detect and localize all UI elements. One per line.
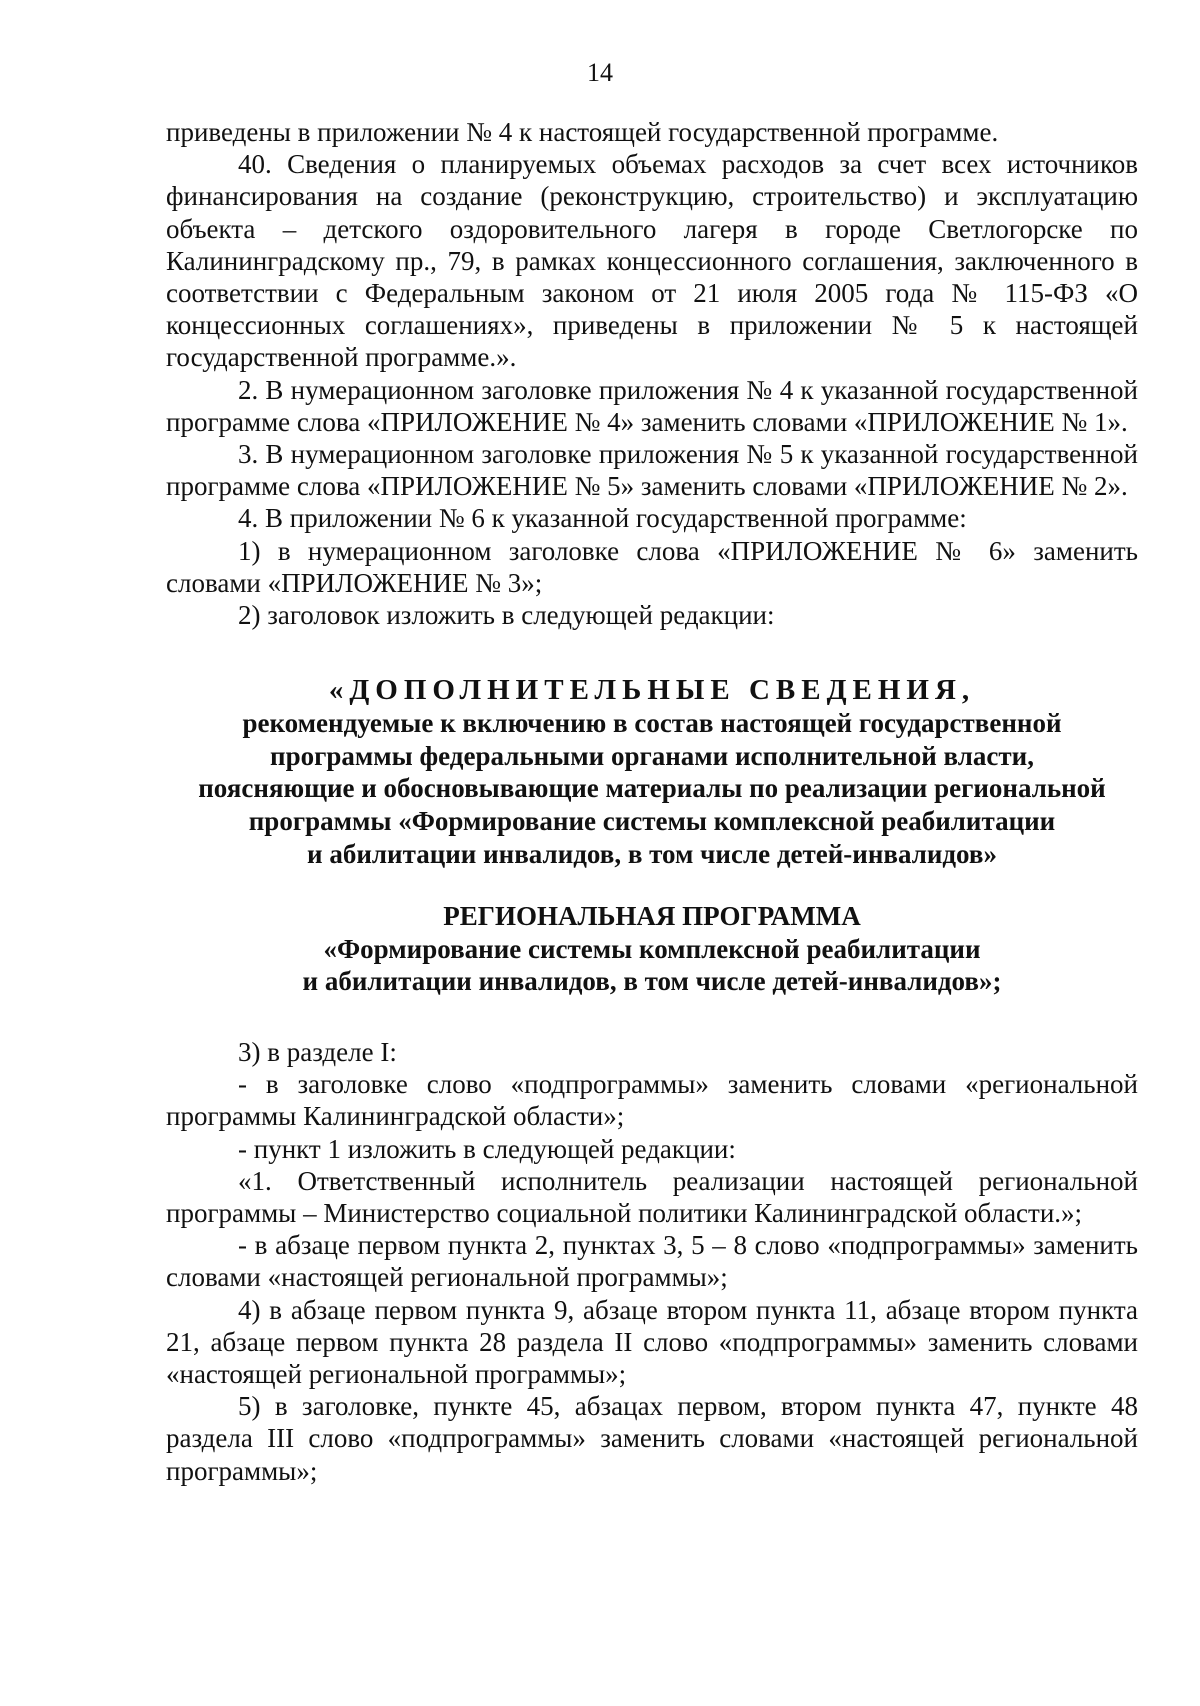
paragraph: 4) в абзаце первом пункта 9, абзаце втором пункта 11, абзаце втором пункта 21, абзаце первом пункта 28 раздела II слово «подпрограммы» заменить словами «настоящей региональной программы»;	[166, 1294, 1138, 1390]
regional-program-line: и абилитации инвалидов, в том числе детей-инвалидов»;	[302, 966, 1002, 997]
paragraph: приведены в приложении № 4 к настоящей государственной программе.	[166, 117, 999, 147]
additional-info-line: и абилитации инвалидов, в том числе детей-инвалидов»	[307, 838, 997, 869]
paragraph: 1) в нумерационном заголовке слова «ПРИЛОЖЕНИЕ № 6» заменить словами «ПРИЛОЖЕНИЕ № 3»;	[166, 535, 1138, 598]
regional-program-line: «Формирование системы комплексной реабилитации	[323, 933, 981, 964]
paragraph: - в абзаце первом пункта 2, пунктах 3, 5 – 8 слово «подпрограммы» заменить словами «настоящей региональной программы»;	[166, 1230, 1138, 1293]
additional-info-line: программы федеральными органами исполнительной власти,	[270, 740, 1034, 771]
paragraph: 5) в заголовке, пункте 45, абзацах первом, втором пункта 47, пункте 48 раздела III слово «подпрограммы» заменить словами «настоящей региональной программы»;	[166, 1391, 1138, 1486]
regional-program-title: РЕГИОНАЛЬНАЯ ПРОГРАММА	[443, 901, 861, 932]
top-paragraphs	[166, 116, 1138, 631]
additional-info-header	[166, 673, 1138, 870]
paragraph: - в заголовке слово «подпрограммы» заменить словами «региональной программы Калининградской области»;	[166, 1069, 1138, 1132]
paragraph: - пункт 1 изложить в следующей редакции:	[238, 1133, 736, 1164]
paragraph: 2) заголовок изложить в следующей редакции:	[238, 600, 775, 631]
paragraph: 3. В нумерационном заголовке приложения № 5 к указанной государственной программе слова «ПРИЛОЖЕНИЕ № 5» заменить словами «ПРИЛОЖЕНИЕ № 2».	[166, 439, 1138, 502]
paragraph: «1. Ответственный исполнитель реализации настоящей региональной программы – Министерство социальной политики Калининградской области.»;	[166, 1165, 1138, 1229]
additional-info-line: рекомендуемые к включению в состав настоящей государственной	[242, 708, 1062, 739]
additional-info-title: «ДОПОЛНИТЕЛЬНЫЕ СВЕДЕНИЯ,	[328, 674, 976, 707]
additional-info-line: программы «Формирование системы комплексной реабилитации	[248, 806, 1056, 837]
paragraph: 40. Сведения о планируемых объемах расходов за счет всех источников финансирования на создание (реконструкцию, строительство) и эксплуатацию объекта – детского оздоровительного лагеря в городе Светлогорске по Калининградскому пр., 79, в рамках концессионного соглашения, заключенного в соответствии с Федеральным законом от 21 июля 2005 года № 115-ФЗ «О концессионных соглашениях», приведены в приложении № 5 к настоящей государственной программе.».	[166, 149, 1138, 373]
regional-program-header	[166, 900, 1138, 998]
paragraph: 4. В приложении № 6 к указанной государственной программе:	[238, 503, 967, 534]
document-body	[166, 116, 1138, 1487]
paragraph: 3) в разделе I:	[238, 1037, 397, 1067]
bottom-paragraphs	[166, 1036, 1138, 1487]
page-number: 14	[587, 58, 613, 87]
additional-info-line: поясняющие и обосновывающие материалы по реализации региональной	[198, 773, 1106, 804]
paragraph: 2. В нумерационном заголовке приложения № 4 к указанной государственной программе слова «ПРИЛОЖЕНИЕ № 4» заменить словами «ПРИЛОЖЕНИЕ № 1».	[166, 374, 1138, 437]
